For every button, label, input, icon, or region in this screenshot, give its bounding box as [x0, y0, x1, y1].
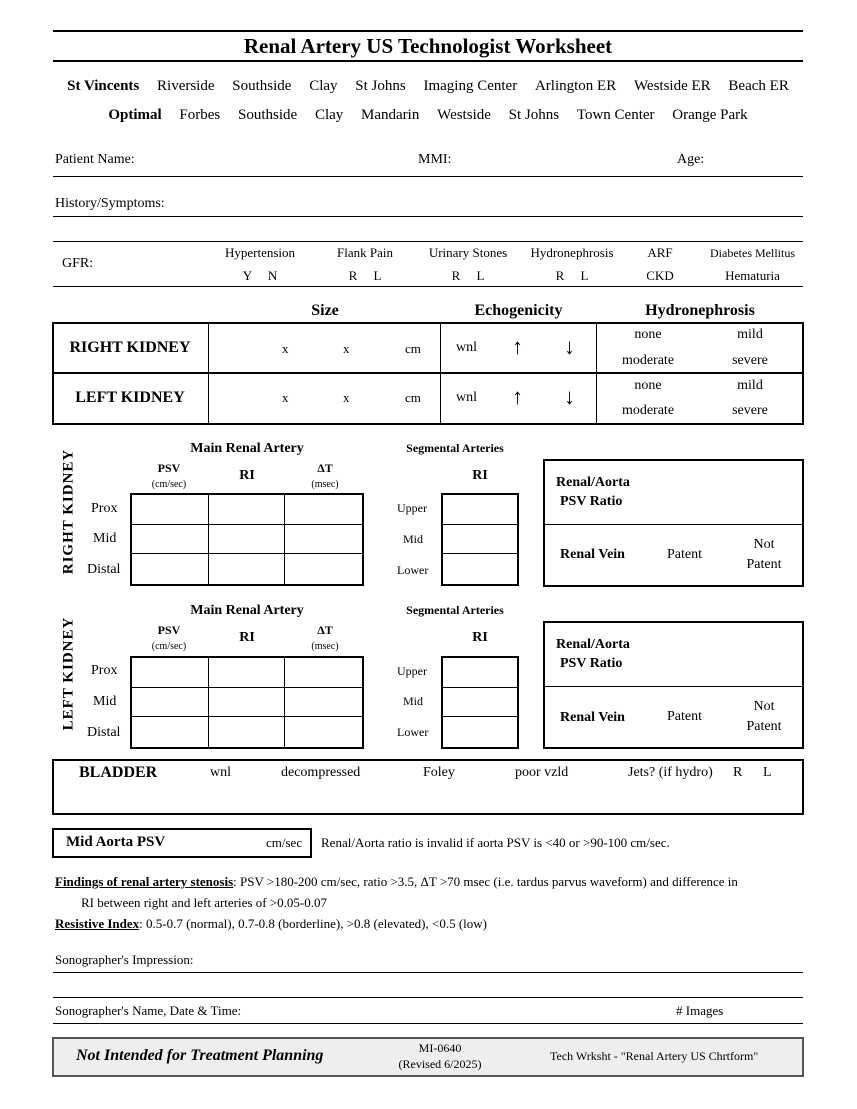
urinary-stones-options[interactable]: R L — [451, 268, 485, 283]
aorta-unit: cm/sec — [266, 835, 303, 850]
left-segmental-grid — [441, 656, 519, 749]
location-orange-park[interactable]: Orange Park — [672, 107, 748, 123]
left-hydro-severe[interactable]: severe — [732, 403, 768, 418]
right-psv-header: PSV — [157, 461, 181, 475]
left-ratio-divider — [543, 686, 804, 687]
location-beach-er[interactable]: Beach ER — [728, 78, 789, 94]
ckd-option[interactable]: CKD — [646, 268, 674, 283]
size-header: Size — [311, 302, 339, 319]
findings-line-1 — [55, 874, 738, 890]
signoff-top-rule — [53, 997, 803, 998]
left-vein-patent[interactable]: Patent — [667, 709, 702, 724]
left-ratio-label-1: Renal/Aorta — [556, 637, 630, 652]
location-row-1 — [53, 78, 803, 95]
resistive-index-line — [55, 916, 487, 932]
urinary-stones-label: Urinary Stones — [428, 245, 508, 260]
left-echo-wnl[interactable]: wnl — [456, 390, 477, 405]
left-lower-ri-cell[interactable] — [443, 717, 517, 747]
right-main-artery-header: Main Renal Artery — [190, 441, 304, 456]
right-kidney-label: RIGHT KIDNEY — [69, 339, 191, 356]
flank-pain-label: Flank Pain — [337, 245, 393, 260]
hydronephrosis-label: Hydronephrosis — [530, 245, 614, 260]
location-imaging-center[interactable]: Imaging Center — [423, 78, 518, 94]
hypertension-label: Hypertension — [224, 245, 296, 260]
echogenicity-header: Echogenicity — [474, 302, 563, 319]
findings-text-2: RI between right and left arteries of >0.05-0.07 — [81, 895, 327, 910]
location-clay[interactable]: Clay — [309, 78, 338, 94]
right-mid-psv-cell[interactable] — [132, 525, 209, 555]
right-segmental-header: Segmental Arteries — [406, 441, 504, 455]
right-distal-label: Distal — [87, 562, 121, 577]
right-hydro-moderate[interactable]: moderate — [621, 353, 675, 368]
right-seg-ri-header: RI — [472, 468, 488, 483]
left-prox-dt-cell[interactable] — [285, 658, 362, 688]
right-upper-ri-cell[interactable] — [443, 495, 517, 525]
right-distal-dt-cell[interactable] — [285, 554, 362, 584]
patient-name-label: Patient Name: — [55, 152, 135, 167]
aorta-note: Renal/Aorta ratio is invalid if aorta PSV is <40 or >90-100 cm/sec. — [321, 835, 670, 850]
location-st-vincents[interactable]: St Vincents — [67, 78, 140, 94]
left-vein-not-patent[interactable]: Patent — [746, 719, 782, 734]
left-prox-psv-cell[interactable] — [132, 658, 209, 688]
location-st-johns[interactable]: St Johns — [355, 78, 406, 94]
location-mandarin[interactable]: Mandarin — [361, 107, 420, 123]
location-southside[interactable]: Southside — [232, 78, 292, 94]
left-main-artery-grid — [130, 656, 364, 749]
left-mid-seg-ri-cell[interactable] — [443, 688, 517, 718]
right-hydro-none[interactable]: none — [634, 327, 662, 342]
age-label: Age: — [677, 152, 705, 167]
left-distal-ri-cell[interactable] — [209, 717, 286, 747]
left-hydro-moderate[interactable]: moderate — [621, 403, 675, 418]
resistive-index-text: : 0.5-0.7 (normal), 0.7-0.8 (borderline), >0.8 (elevated), <0.5 (low) — [139, 916, 488, 931]
left-segmental-header: Segmental Arteries — [406, 603, 504, 617]
right-lower-ri-cell[interactable] — [443, 554, 517, 584]
right-seg-mid-label: Mid — [403, 532, 424, 546]
right-upper-label: Upper — [397, 501, 427, 515]
left-dt-unit: (msec) — [311, 641, 339, 652]
right-vein-not[interactable]: Not — [753, 537, 775, 552]
bladder-jets-r[interactable]: R — [733, 765, 743, 780]
location-westside-er[interactable]: Westside ER — [633, 78, 711, 94]
right-ri-header: RI — [239, 468, 255, 483]
right-echo-wnl[interactable]: wnl — [456, 340, 477, 355]
bladder-jets-l[interactable]: L — [763, 765, 772, 780]
signoff-bottom-rule — [53, 1023, 803, 1024]
right-lower-label: Lower — [397, 563, 429, 577]
left-distal-psv-cell[interactable] — [132, 717, 209, 747]
impression-rule — [53, 972, 803, 973]
diabetes-option[interactable]: Diabetes Mellitus — [710, 246, 795, 260]
right-ratio-label-1: Renal/Aorta — [556, 475, 630, 490]
bladder-poor-vzld[interactable]: poor vzld — [515, 765, 569, 780]
mmi-label: MMI: — [418, 152, 452, 167]
arf-option[interactable]: ARF — [647, 245, 673, 260]
right-prox-psv-cell[interactable] — [132, 495, 209, 525]
location-westside[interactable]: Westside — [437, 107, 491, 123]
right-kidney-side-label: RIGHT KIDNEY — [60, 448, 77, 575]
right-ratio-divider — [543, 524, 804, 525]
right-distal-ri-cell[interactable] — [209, 554, 286, 584]
right-psv-unit: (cm/sec) — [151, 479, 187, 490]
left-psv-unit: (cm/sec) — [151, 641, 187, 652]
history-label: History/Symptoms: — [55, 196, 165, 211]
kidney-col-2 — [440, 322, 441, 425]
hypertension-options[interactable]: Y N — [242, 268, 278, 283]
resistive-index-label: Resistive Index — [55, 916, 140, 931]
left-distal-dt-cell[interactable] — [285, 717, 362, 747]
kidney-table-divider — [52, 372, 804, 374]
right-size-x1: x — [282, 341, 289, 356]
left-hydro-mild[interactable]: mild — [737, 378, 763, 393]
bladder-label: BLADDER — [79, 764, 158, 781]
right-main-artery-grid — [130, 493, 364, 586]
left-size-unit: cm — [405, 390, 421, 405]
left-seg-mid-label: Mid — [403, 694, 424, 708]
footer-warning: Not Intended for Treatment Planning — [76, 1047, 324, 1064]
hydronephrosis-header: Hydronephrosis — [645, 302, 755, 319]
findings-label: Findings of renal artery stenosis — [55, 874, 234, 889]
clinical-top-rule — [53, 241, 803, 242]
bladder-wnl[interactable]: wnl — [210, 765, 231, 780]
left-dt-header: ΔT — [317, 623, 333, 637]
left-echo-up-arrow-icon[interactable]: ↑ — [512, 384, 523, 409]
right-echo-down-arrow-icon[interactable]: ↓ — [564, 334, 575, 359]
right-mid-label: Mid — [93, 531, 117, 546]
bladder-foley[interactable]: Foley — [423, 765, 455, 780]
left-ri-header: RI — [239, 630, 255, 645]
sonographer-name-label: Sonographer's Name, Date & Time: — [55, 1003, 242, 1018]
left-main-artery-header: Main Renal Artery — [190, 603, 304, 618]
location-southside-2[interactable]: Southside — [238, 107, 298, 123]
hydronephrosis-options[interactable]: R L — [555, 268, 589, 283]
right-vein-not-patent[interactable]: Patent — [746, 557, 782, 572]
footer-form-number: MI-0640 — [418, 1041, 462, 1055]
location-town-center[interactable]: Town Center — [576, 107, 655, 123]
patient-rule — [53, 176, 803, 177]
bladder-jets-label: Jets? (if hydro) — [628, 765, 713, 780]
left-lower-label: Lower — [397, 725, 429, 739]
aorta-label: Mid Aorta PSV — [66, 834, 166, 850]
left-mid-ri-cell[interactable] — [209, 688, 286, 718]
kidney-col-3 — [596, 322, 597, 425]
clinical-bottom-rule — [53, 286, 803, 287]
location-arlington-er[interactable]: Arlington ER — [534, 78, 617, 94]
location-st-johns-2[interactable]: St Johns — [508, 107, 560, 123]
left-psv-header: PSV — [157, 623, 181, 637]
right-mid-dt-cell[interactable] — [285, 525, 362, 555]
impression-label: Sonographer's Impression: — [55, 952, 194, 967]
right-mid-ri-cell[interactable] — [209, 525, 286, 555]
right-prox-dt-cell[interactable] — [285, 495, 362, 525]
left-mid-psv-cell[interactable] — [132, 688, 209, 718]
left-hydro-none[interactable]: none — [634, 378, 662, 393]
left-echo-down-arrow-icon[interactable]: ↓ — [564, 384, 575, 409]
right-ratio-label-2: PSV Ratio — [560, 494, 623, 509]
bladder-decompressed[interactable]: decompressed — [281, 765, 361, 780]
left-renal-vein-label: Renal Vein — [560, 710, 625, 725]
location-forbes[interactable]: Forbes — [179, 107, 221, 123]
left-upper-ri-cell[interactable] — [443, 658, 517, 688]
left-ratio-label-2: PSV Ratio — [560, 656, 623, 671]
right-distal-psv-cell[interactable] — [132, 554, 209, 584]
left-mid-dt-cell[interactable] — [285, 688, 362, 718]
right-vein-patent[interactable]: Patent — [667, 547, 702, 562]
left-seg-ri-header: RI — [472, 630, 488, 645]
location-riverside[interactable]: Riverside — [157, 78, 215, 94]
hematuria-option[interactable]: Hematuria — [725, 268, 780, 283]
footer-revised: (Revised 6/2025) — [398, 1057, 482, 1071]
right-mid-seg-ri-cell[interactable] — [443, 525, 517, 555]
left-vein-not[interactable]: Not — [753, 699, 775, 714]
location-optimal[interactable]: Optimal — [108, 107, 162, 123]
findings-text-1: : PSV >180-200 cm/sec, ratio >3.5, ΔT >70 msec (i.e. tardus parvus waveform) and difference in — [233, 874, 738, 889]
left-size-x2: x — [343, 390, 350, 405]
title-top-rule — [53, 30, 803, 32]
right-hydro-mild[interactable]: mild — [737, 327, 763, 342]
location-row-2 — [53, 107, 803, 124]
title-bottom-rule — [53, 60, 803, 62]
right-renal-vein-label: Renal Vein — [560, 547, 625, 562]
left-size-x1: x — [282, 390, 289, 405]
left-kidney-label: LEFT KIDNEY — [75, 389, 185, 406]
right-dt-header: ΔT — [317, 461, 333, 475]
page-title: Renal Artery US Technologist Worksheet — [243, 34, 613, 58]
left-prox-ri-cell[interactable] — [209, 658, 286, 688]
right-prox-label: Prox — [91, 501, 118, 516]
gfr-label: GFR: — [62, 256, 94, 271]
right-segmental-grid — [441, 493, 519, 586]
right-prox-ri-cell[interactable] — [209, 495, 286, 525]
left-distal-label: Distal — [87, 725, 121, 740]
left-upper-label: Upper — [397, 664, 427, 678]
history-rule — [53, 216, 803, 217]
flank-pain-options[interactable]: R L — [348, 268, 382, 283]
right-hydro-severe[interactable]: severe — [732, 353, 768, 368]
right-echo-up-arrow-icon[interactable]: ↑ — [512, 334, 523, 359]
right-size-unit: cm — [405, 341, 421, 356]
right-dt-unit: (msec) — [311, 479, 339, 490]
left-prox-label: Prox — [91, 663, 118, 678]
left-kidney-side-label: LEFT KIDNEY — [60, 616, 77, 731]
location-clay-2[interactable]: Clay — [314, 107, 344, 123]
left-mid-label: Mid — [93, 694, 117, 709]
images-count-label: # Images — [676, 1003, 724, 1018]
right-size-x2: x — [343, 341, 350, 356]
kidney-col-1 — [208, 322, 209, 425]
footer-form-name: Tech Wrksht - "Renal Artery US Chrtform" — [550, 1049, 759, 1063]
